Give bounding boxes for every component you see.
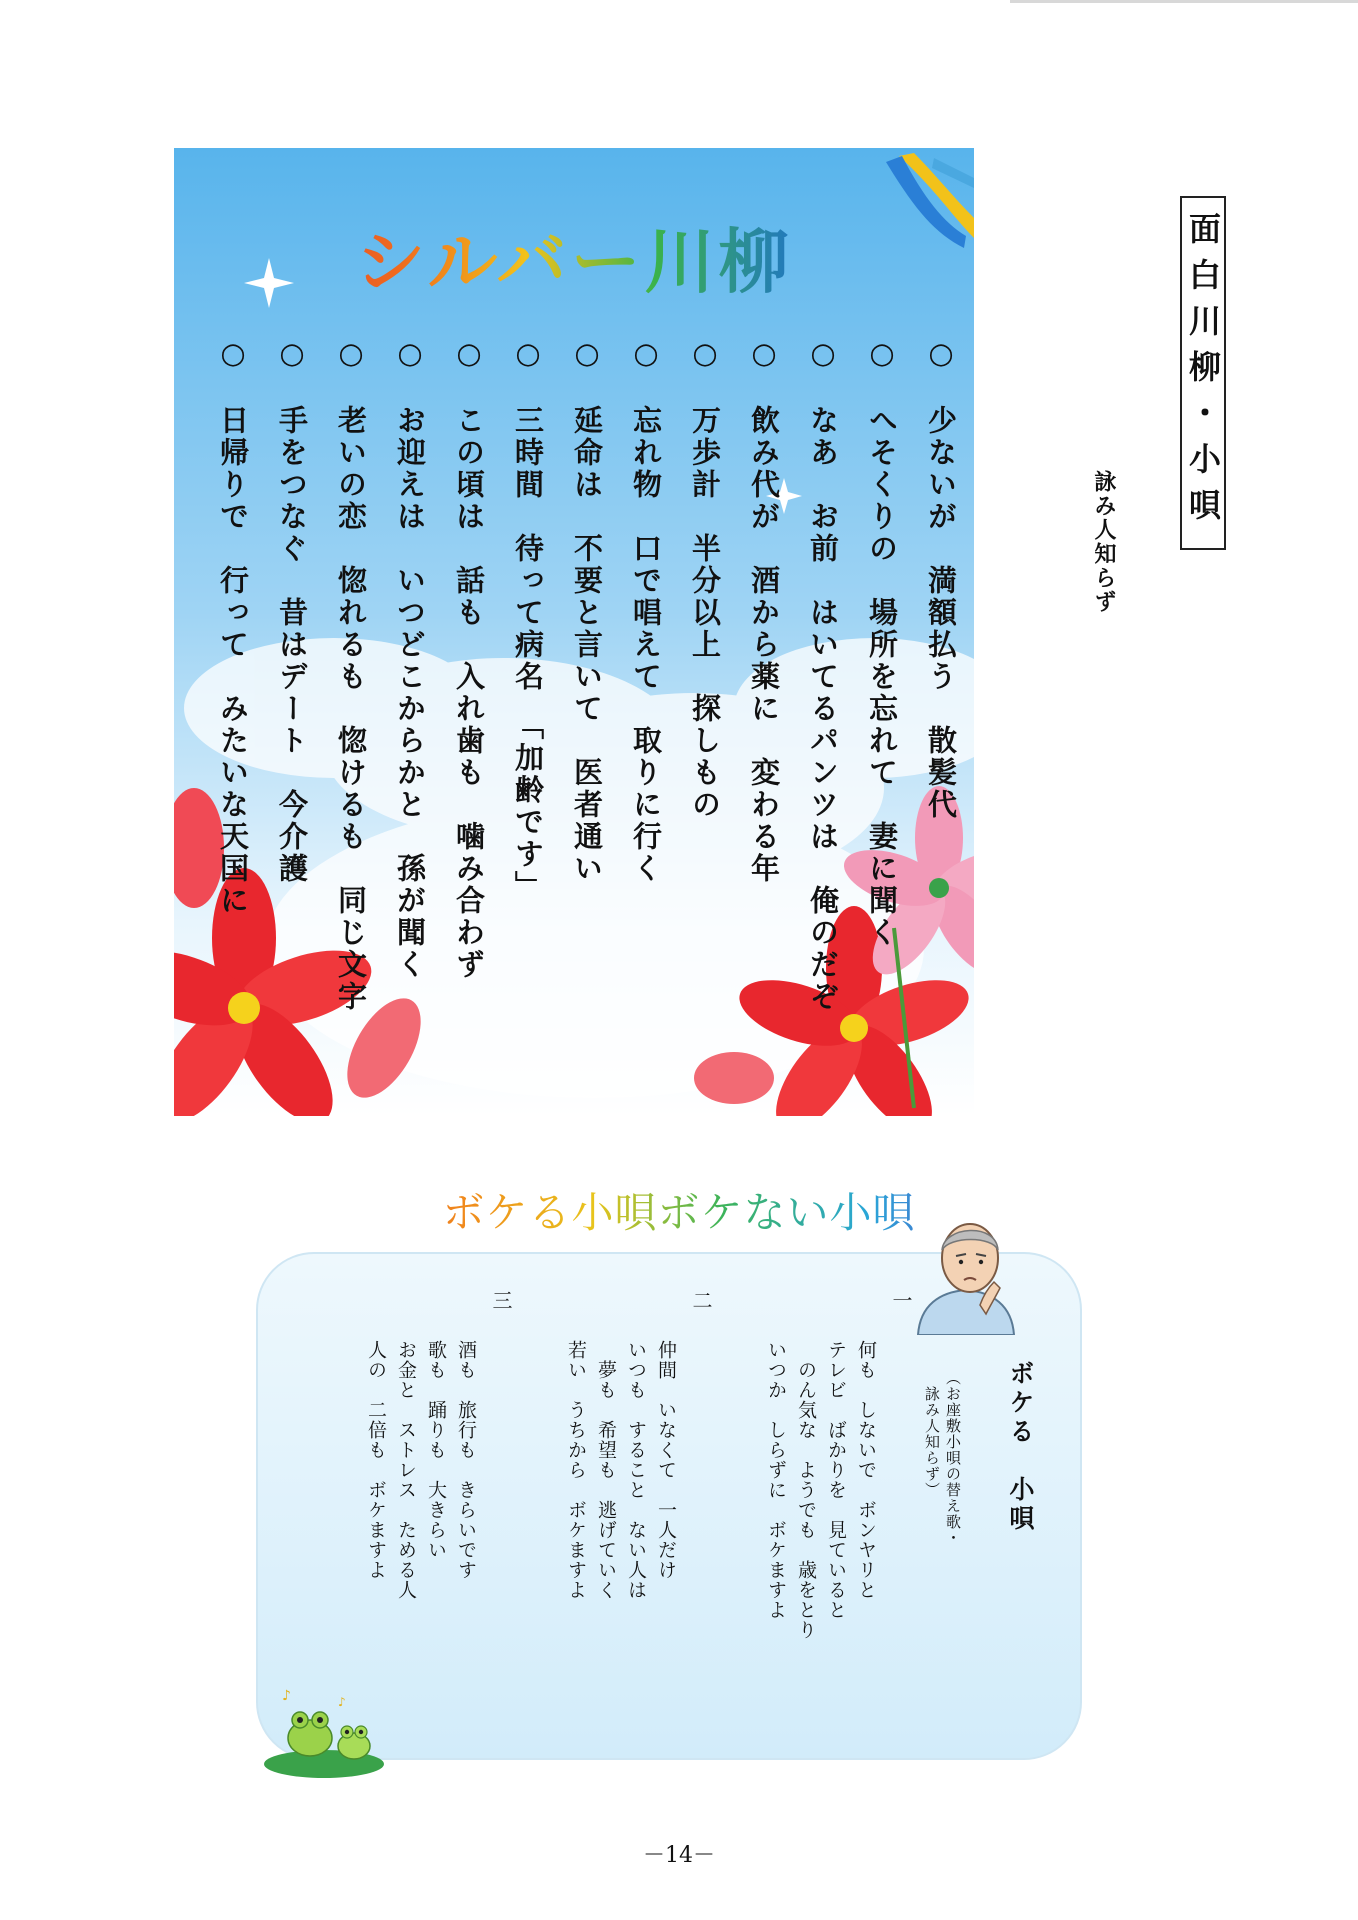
verse [760, 1290, 916, 1710]
poster-title: シルバー川柳 [174, 206, 974, 307]
senryu-line: ○ 万歩計 半分以上 探しもの [688, 336, 722, 821]
senryu-line: ○ 延命は 不要と言いて 医者通い [570, 336, 604, 885]
verse [360, 1290, 516, 1710]
verse-line: 歌も 踊りも 大きらい [425, 1340, 447, 1560]
song-lyrics [328, 1290, 1038, 1710]
senryu-line: ○ 三時間 待って病名 「加齢です」 [511, 336, 545, 903]
senryu-poster [174, 148, 974, 1116]
verse-line: いつも すること ない人は [625, 1340, 647, 1600]
senryu-line: ○ 手をつなぐ 昔はデート 今介護 [275, 336, 309, 885]
senryu-line: ○ この頃は 話も 入れ歯も 噛み合わず [452, 336, 486, 981]
senryu-line: ○ 老いの恋 惚れるも 惚けるも 同じ文字 [334, 336, 368, 1013]
verse-line: のん気な ようでも 歳をとり [795, 1340, 817, 1640]
verse-number: 三 [489, 1290, 513, 1310]
verse-line: テレビ ばかりを 見ていると [825, 1340, 847, 1620]
senryu-line: ○ へそくりの 場所を忘れて 妻に聞く [865, 336, 899, 949]
verse-number: 一 [889, 1290, 913, 1310]
svg-text:♪: ♪ [338, 1695, 346, 1709]
senryu-line: ○ 日帰りで 行って みたいな天国に [216, 336, 250, 917]
senryu-line: ○ なあ お前 はいてるパンツは 俺のだぞ [806, 336, 840, 1013]
verse-line: 夢も 希望も 逃げていく [595, 1340, 617, 1600]
song-title: ボケる 小唄 [1006, 1360, 1035, 1534]
author-note: 詠み人知らず [1091, 470, 1117, 614]
senryu-line: ○ 忘れ物 口で唱えて 取りに行く [629, 336, 663, 885]
song-section-title: ボケる小唄ボケない小唄 [250, 1180, 1108, 1240]
verse-line: 酒も 旅行も きらいです [455, 1340, 477, 1580]
frogs-on-lily-pad-illustration [262, 1686, 412, 1778]
senryu-line: ○ 少ないが 満額払う 散髪代 [924, 336, 958, 821]
senryu-line: ○ お迎えは いつどこからかと 孫が聞く [393, 336, 427, 981]
song-subtitle: （お座敷小唄の替え歌・ 詠み人知らず） [923, 1370, 962, 1546]
verse-line: 何も しないで ボンヤリと [855, 1340, 877, 1600]
verse-number: 二 [689, 1290, 713, 1310]
verse-line: いつか しらずに ボケますよ [765, 1340, 787, 1620]
senryu-line: ○ 飲み代が 酒から薬に 変わる年 [747, 336, 781, 885]
verse-line: 人の 二倍も ボケますよ [365, 1340, 387, 1580]
senryu-list [174, 336, 974, 1096]
verse-line: 仲間 いなくて 一人だけ [655, 1340, 677, 1580]
section-heading: 面白川柳・小唄 [1180, 196, 1226, 550]
verse [560, 1290, 716, 1710]
verse-line: 若い うちから ボケますよ [565, 1340, 587, 1600]
verse-line: お金と ストレス ためる人 [395, 1340, 417, 1600]
top-edge-rule [1010, 0, 1358, 3]
page-number: －14－ [643, 1843, 715, 1868]
svg-text:♪: ♪ [282, 1688, 291, 1704]
thinking-old-man-illustration [910, 1210, 1022, 1335]
